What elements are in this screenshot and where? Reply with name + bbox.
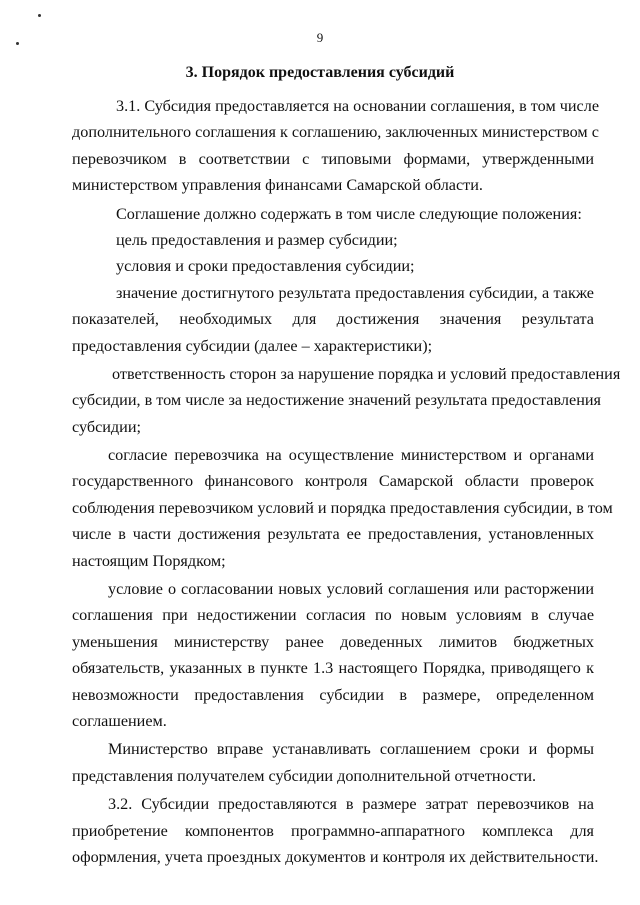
text-line: Соглашение должно содержать в том числе следующие положения:	[116, 204, 582, 223]
text-line: субсидии;	[72, 417, 141, 436]
text-line: согласие перевозчика на осуществление министерством и органами	[108, 446, 594, 465]
text-line: предоставления субсидии (далее – характеристики);	[72, 336, 433, 355]
text-line: невозможности предоставления субсидии в размере, определенном	[72, 685, 594, 704]
text-line: обязательств, указанных в пункте 1.3 настоящего Порядка, приводящего к	[72, 659, 594, 678]
text-line: субсидии, в том числе за недостижение значений результата предоставления	[72, 391, 601, 410]
text-line: соглашением.	[72, 711, 167, 730]
text-line: значение достигнутого результата предоставления субсидии, а также	[116, 283, 594, 302]
text-line: 3.2. Субсидии предоставляются в размере затрат перевозчиков на	[108, 795, 594, 814]
text-line: представления получателем субсидии дополнительной отчетности.	[72, 766, 537, 785]
text-line: министерством управления финансами Самарской области.	[72, 176, 483, 195]
text-line: ответственность сторон за нарушение порядка и условий предоставления	[112, 364, 621, 383]
text-line: условие о согласовании новых условий соглашения или расторжении	[108, 580, 594, 599]
text-line: соглашения при недостижении согласия по новым условиям в случае	[72, 606, 594, 625]
text-line: государственного финансового контроля Самарской области проверок	[72, 472, 594, 491]
scan-speck	[38, 14, 41, 17]
page-number: 9	[316, 30, 324, 45]
text-line: соблюдения перевозчиком условий и порядка предоставления субсидии, в том	[72, 498, 613, 517]
text-line: числе в части достижения результата ее предоставления, установленных	[72, 525, 594, 544]
section-heading: 3. Порядок предоставления субсидий	[185, 64, 455, 81]
text-line: дополнительного соглашения к соглашению, заключенных министерством с	[72, 123, 599, 142]
text-line: уменьшения министерству ранее доведенных лимитов бюджетных	[72, 632, 594, 651]
text-line: оформления, учета проездных документов и контроля их действительности.	[72, 847, 599, 866]
text-line: цель предоставления и размер субсидии;	[116, 230, 398, 249]
text-line: 3.1. Субсидия предоставляется на основании соглашения, в том числе	[116, 97, 599, 115]
text-line: показателей, необходимых для достижения значения результата	[72, 310, 594, 329]
text-line: Министерство вправе устанавливать соглашением сроки и формы	[108, 740, 594, 759]
document-body	[72, 93, 621, 870]
text-line: перевозчиком в соответствии с типовыми формами, утвержденными	[72, 149, 594, 168]
text-line: приобретение компонентов программно-аппаратного комплекса для	[72, 821, 594, 840]
text-line: условия и сроки предоставления субсидии;	[116, 257, 415, 276]
text-line: настоящим Порядком;	[72, 551, 226, 570]
